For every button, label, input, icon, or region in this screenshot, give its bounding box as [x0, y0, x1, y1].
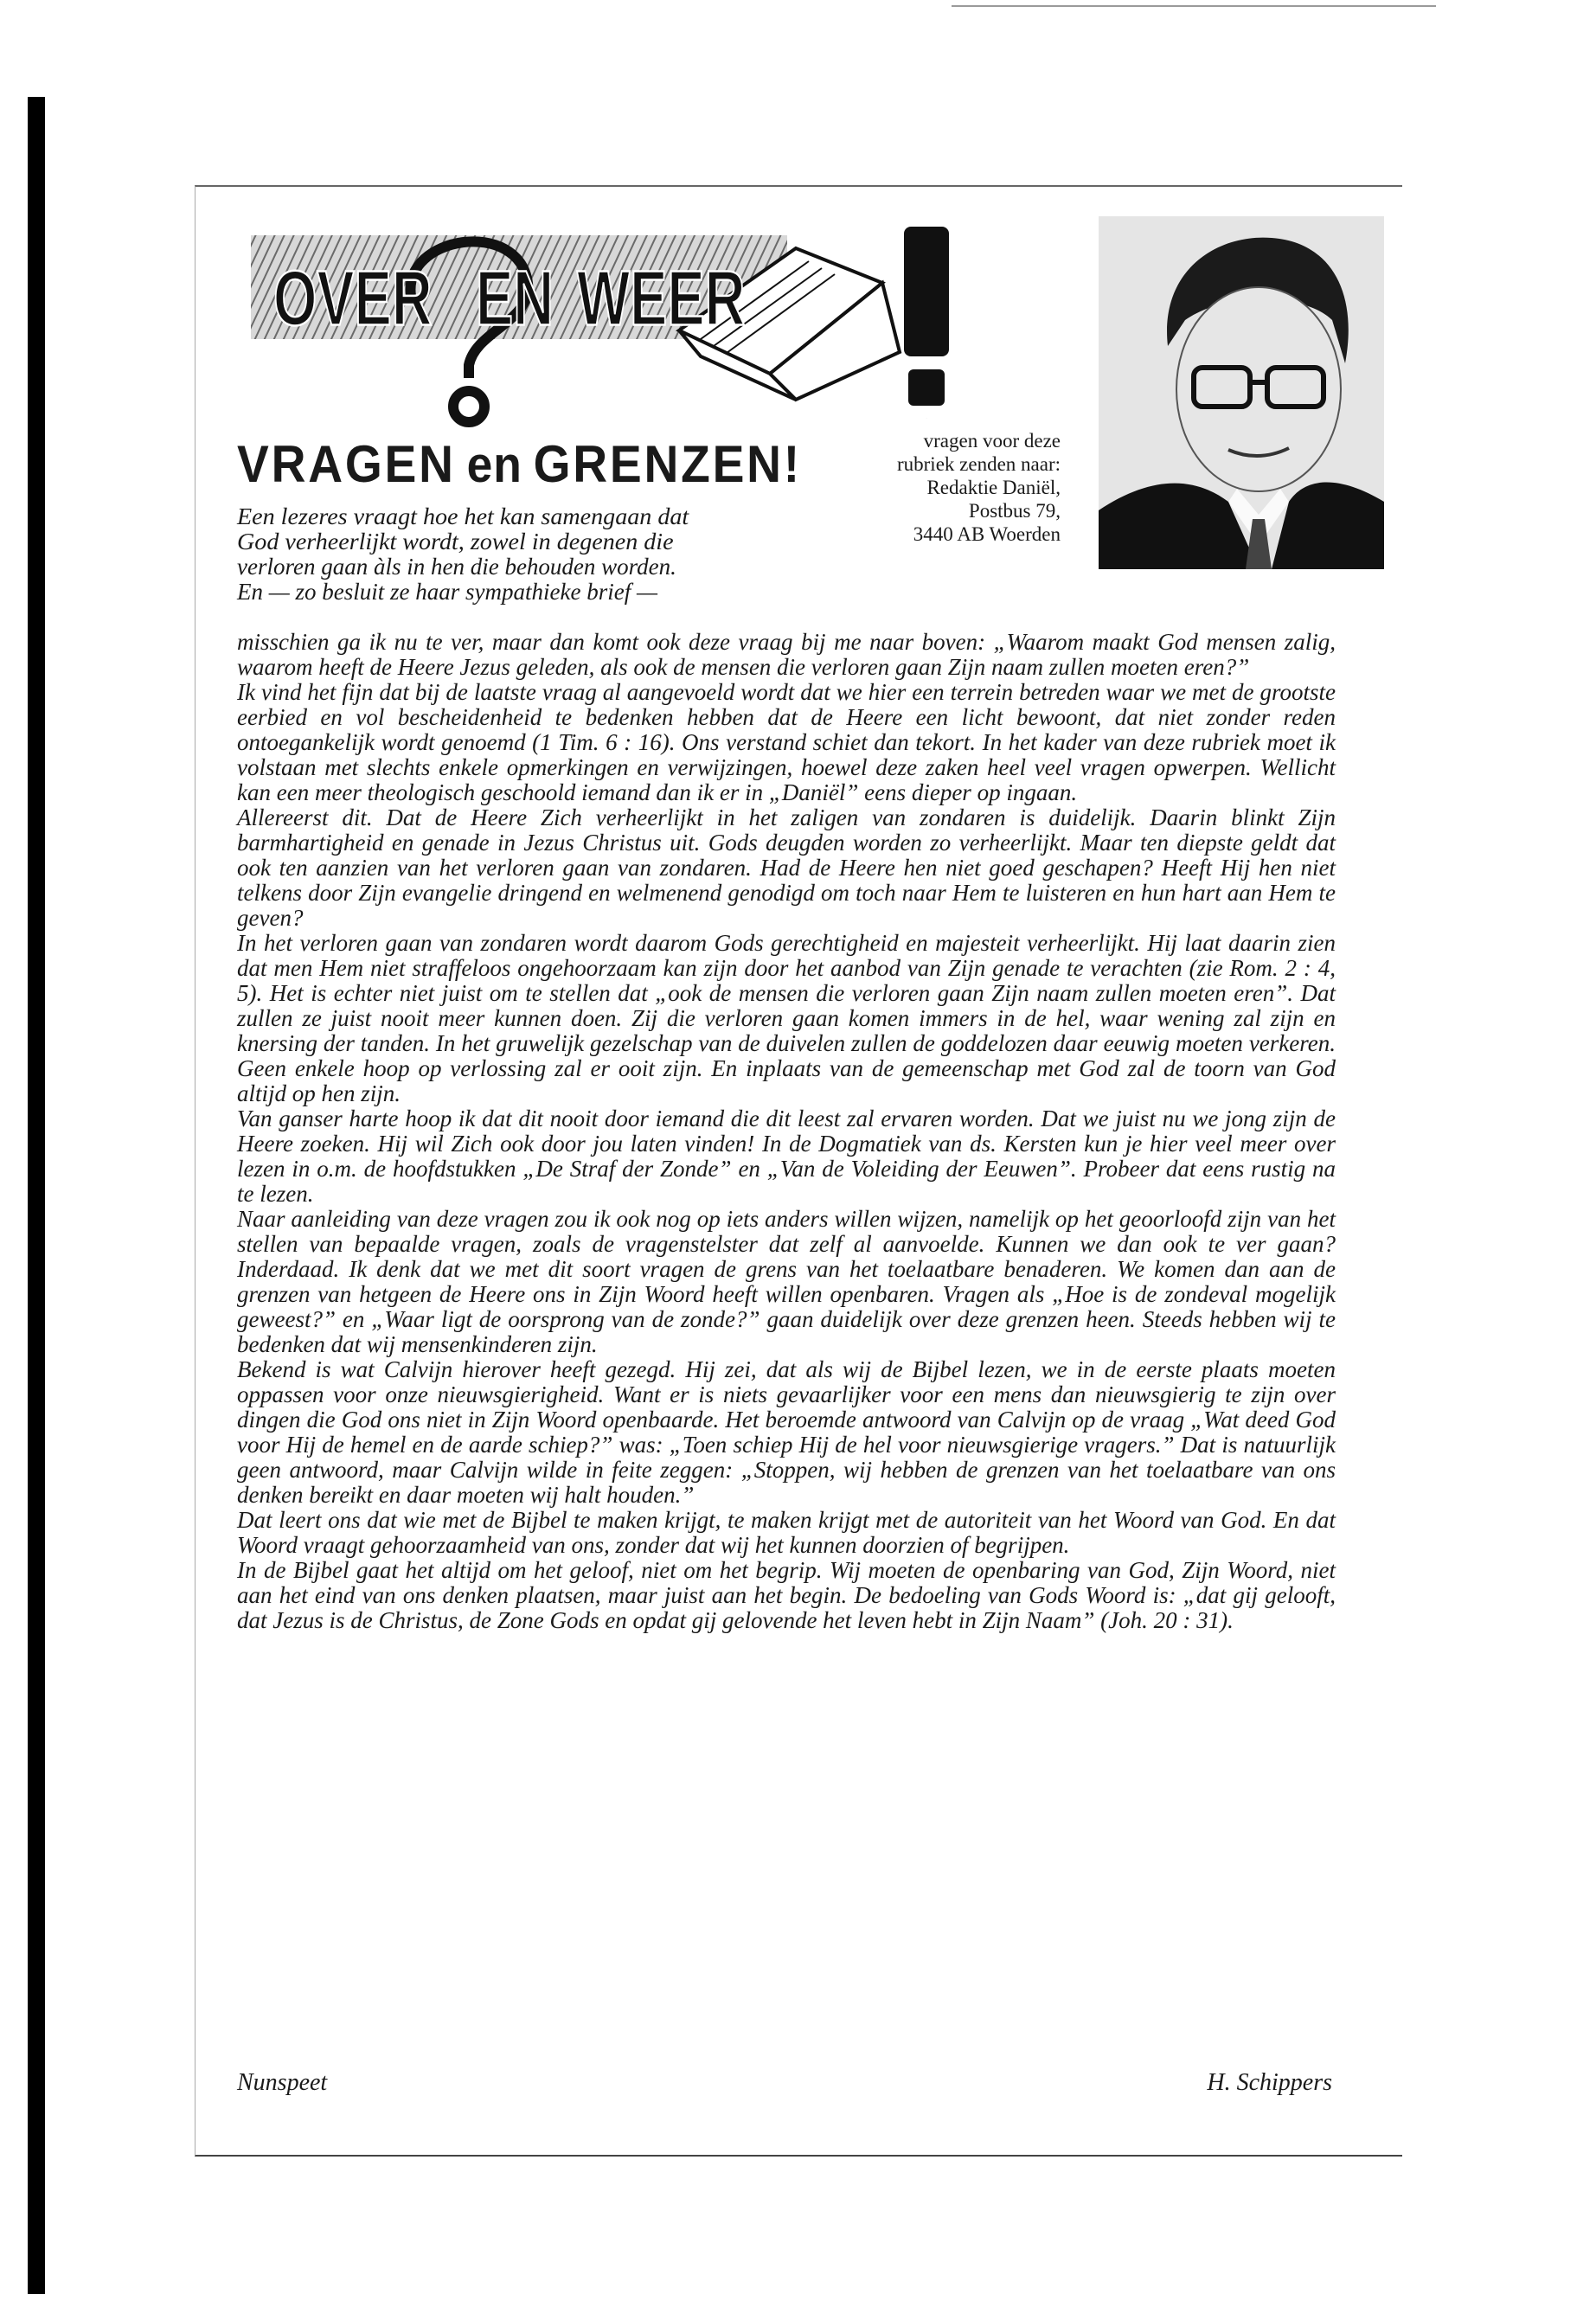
body-paragraph: Ik vind het fijn dat bij de laatste vraag al aangevoeld wordt dat we hier een terrein betreden waar we met de grootste eerbied en vol bescheidenheid te bedenken hebben dat de Heere een licht bewoont, dat niet zonder reden ontoegankelijk wordt genoemd (1 Tim. 6 : 16). Ons verstand schiet dan tekort. In het kader van deze rubriek moet ik volstaan met slechts enkele opmerkingen en verwijzingen, hoewel deze zaken heel veel vragen opwerpen. Wellicht kan een meer theologisch geschoold iemand dan ik er in „Daniël” eens dieper op ingaan. [237, 679, 1336, 805]
headline-en: en [466, 437, 522, 493]
svg-text:!: ! [926, 419, 927, 420]
exclamation-icon [904, 227, 949, 420]
body-paragraph: misschien ga ik nu te ver, maar dan komt ook deze vraag bij me naar boven: „Waarom maakt God mensen zalig, waarom heeft de Heere Jezus geleden, als ook de mensen die verloren gaan Zijn naam zullen moeten eren?” [237, 629, 1336, 680]
scan-rule [952, 5, 1436, 7]
intro-line: verloren gaan àls in hen die behouden worden. [237, 554, 676, 580]
headline-grenzen: GRENZEN! [533, 435, 802, 493]
body-paragraph: Bekend is wat Calvijn hierover heeft gezegd. Hij zei, dat als wij de Bijbel lezen, we in de eerste plaats moeten oppassen voor onze nieuwsgierigheid. Want er is niets gevaarlijker voor een mens dan nieuwsgierig te zijn over dingen die God ons niet in Zijn Woord openbaarde. Het beroemde antwoord van Calvijn op de vraag „Wat deed God voor Hij de hemel en de aarde schiep?” was: „Toen schiep Hij de hel voor nieuwsgierige vragers.” Dat is natuurlijk geen antwoord, maar Calvijn wilde in feite zeggen: „Stoppen, wij hebben de grenzen van het toelaatbare van ons denken bereikt en daar moeten wij halt houden.” [237, 1356, 1336, 1508]
body-paragraph: Dat leert ons dat wie met de Bijbel te maken krijgt, te maken krijgt met de autoriteit van het Woord van God. En dat Woord vraagt gehoorzaamheid van ons, zonder dat wij het kunnen doorzien of begrijpen. [237, 1507, 1336, 1558]
address-line: 3440 AB Woerden [913, 523, 1061, 545]
address-line: Postbus 79, [968, 500, 1061, 522]
article-body [237, 630, 1336, 1633]
body-paragraph: In de Bijbel gaat het altijd om het geloof, niet om het begrip. Wij moeten de openbaring van God, Zijn Woord, niet aan het eind van ons denken plaatsen, maar juist aan het begin. De bedoeling van Gods Woord is: „dat gij gelooft, dat Jezus is de Christus, de Zone Gods en opdat gij gelovende het leven hebt in Zijn Naam” (Joh. 20 : 31). [237, 1557, 1336, 1633]
intro-line: Een lezeres vraagt hoe het kan samengaan dat [237, 503, 689, 529]
scan-margin-bar [28, 97, 45, 2294]
address-line: rubriek zenden naar: [896, 453, 1061, 475]
body-paragraph: Naar aanleiding van deze vragen zou ik ook nog op iets anders willen wijzen, namelijk op het geoorloofd zijn van het stellen van bepaalde vragen, zoals de vragenstelster dat zelf al aanvoelde. Kunnen we dan ook te ver gaan? Inderdaad. Ik denk dat we met dit soort vragen de grens van het toelaatbare benaderen. We komen dan aan de grenzen van hetgeen de Heere ons in Zijn Woord heeft willen openbaren. Vragen als „Hoe is de zondeval mogelijk geweest?” en „Waar ligt de oorsprong van de zonde?” gaan duidelijk over deze grenzen heen. Steeds hebben wij te bedenken dat wij mensenkinderen zijn. [237, 1206, 1336, 1357]
logo-word-en: EN [476, 254, 554, 343]
signature-author: H. Schippers [1207, 2069, 1332, 2096]
address-line: Redaktie Daniël, [926, 477, 1061, 498]
headline-vragen: VRAGEN [237, 435, 456, 493]
author-photo [1099, 216, 1384, 569]
body-paragraph: Allereerst dit. Dat de Heere Zich verheerlijkt in het zaligen van zondaren is duidelijk. Daarin blinkt Zijn barmhartigheid en genade in Jezus Christus uit. Gods deugden worden zo verheerlijkt. Maar ten diepste geldt dat ook ten aanzien van het verloren gaan van zondaren. Had de Heere hen niet goed geschapen? Heeft Hij hen niet telkens door Zijn evangelie dringend en welmenend genodigd om toch naar Hem te luisteren en hun hart aan Hem te geven? [237, 804, 1336, 931]
submission-address [837, 429, 1061, 546]
face [1176, 287, 1341, 491]
intro-line: En — zo besluit ze haar sympathieke brief — [237, 579, 657, 605]
intro-line: God verheerlijkt wordt, zowel in degenen die [237, 529, 674, 554]
logo-word-weer: WEER [577, 254, 746, 343]
article-headline [237, 437, 802, 493]
body-paragraph: Van ganser harte hoop ik dat dit nooit door iemand die dit leest zal ervaren worden. Dat we juist nu we jong zijn de Heere zoeken. Hij wil Zich ook door jou laten vinden! In de Dogmatiek van ds. Kersten kun je hier veel meer over lezen in o.m. de hoofdstukken „De Straf der Zonde” en „Van de Voleiding der Eeuwen”. Probeer dat eens rustig na te lezen. [237, 1106, 1336, 1207]
logo-word-over: OVER [273, 254, 433, 343]
body-paragraph: In het verloren gaan van zondaren wordt daarom Gods gerechtigheid en majesteit verheerlijkt. Hij laat daarin zien dat men Hem niet straffeloos ongehoorzaam kan zijn door het aanbod van Zijn genade te verachten (zie Rom. 2 : 4, 5). Het is echter niet juist om te stellen dat „ook de mensen die verloren gaan Zijn naam zullen moeten eren”. Dat zullen ze juist nooit meer kunnen doen. Zij die verloren gaan komen immers in de hel, waar wening zal zijn en knersing der tanden. In het gruwelijk gezelschap van de duivelen zullen de goddelozen daar eeuwig moeten verkeren. Geen enkele hoop op verlossing zal er ooit zijn. En inplaats van de gemeenschap met God zal de toorn van God altijd op hen zijn. [237, 930, 1336, 1106]
article-intro [237, 503, 689, 605]
signature-place: Nunspeet [237, 2069, 328, 2096]
address-line: vragen voor deze [923, 430, 1061, 452]
rubric-logo [242, 201, 986, 434]
